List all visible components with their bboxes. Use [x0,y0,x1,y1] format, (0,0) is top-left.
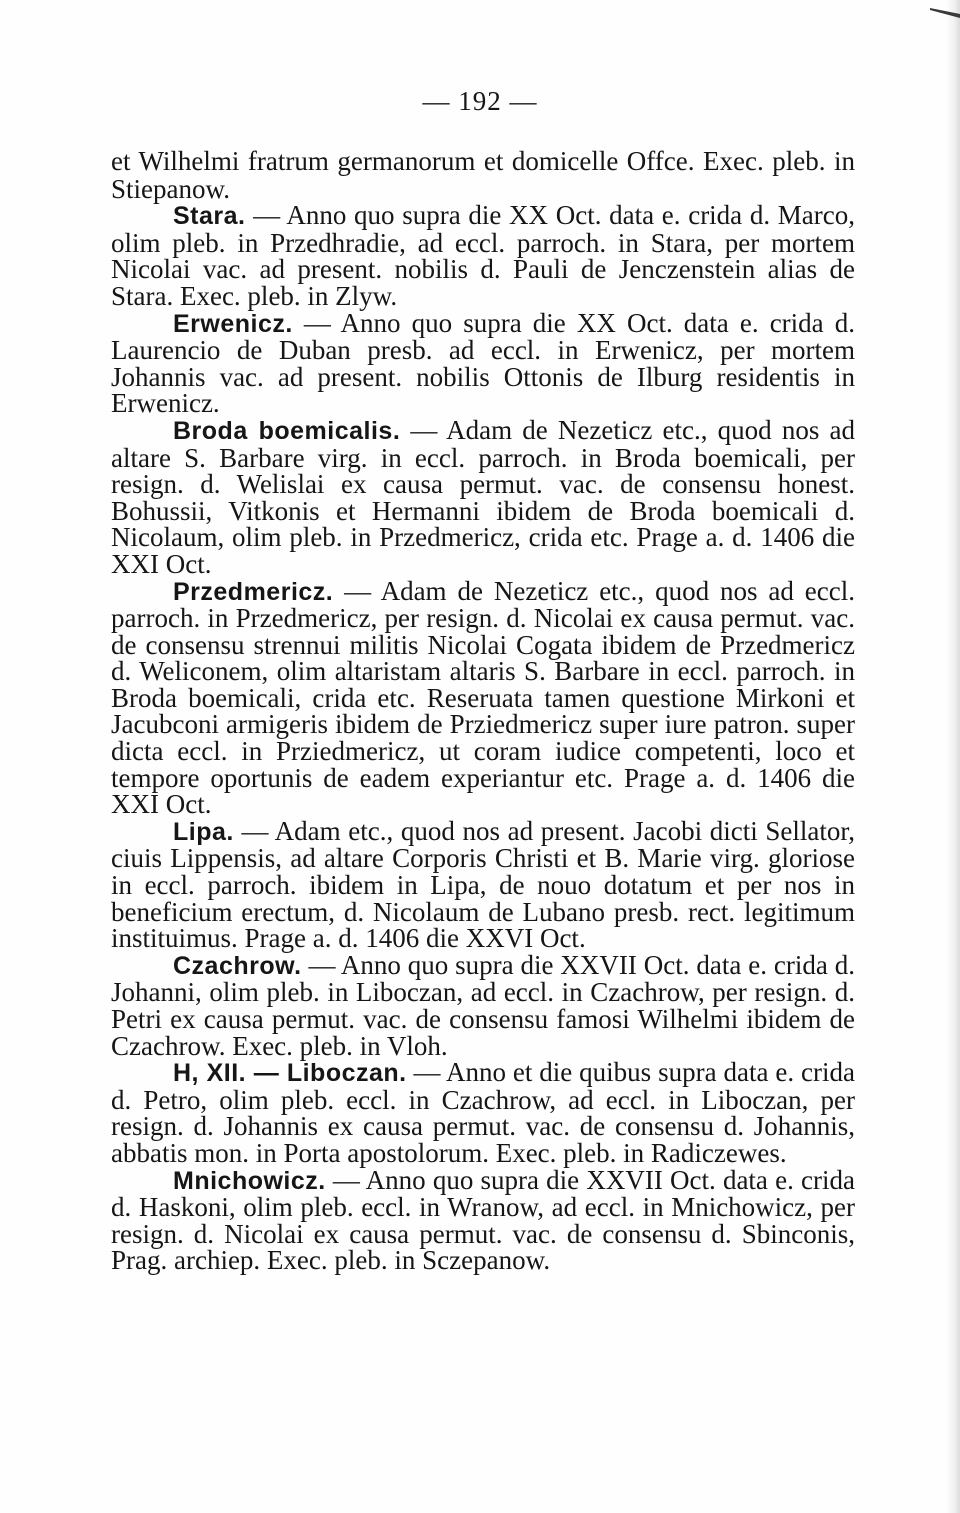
paragraph-text: — Anno quo supra die XXVII Oct. data e. crida d. Haskoni, olim pleb. eccl. in Wranow, ad eccl. in Mnichowicz, per resign. d. Nicolai ex causa permut. vac. de consensu d. Sbinconis, Prag. archiep. Exec. pleb. in Sczepanow. [111,1164,855,1276]
scan-edge [946,0,960,1513]
scan-corner-mark [900,0,960,40]
paragraph-text: — Anno et die quibus supra data e. crida d. Petro, olim pleb. eccl. in Czachrow, ad eccl. in Liboczan, per resign. d. Johannis ex causa permut. vac. de consensu d. Johannis, abbatis mon. in Porta apostolorum. Exec. pleb. in Radiczewes. [111,1057,855,1168]
paragraph-heading: Przedmericz. [173,577,334,606]
paragraph [111,148,855,202]
paragraph-text: — Anno quo supra die XX Oct. data e. crida d. Laurencio de Duban presb. ad eccl. in Erwenicz, per mortem Johannis vac. ad present. nobilis Ottonis de Ilburg residentis in Erwenicz. [111,307,855,419]
paragraph-heading: Czachrow. [173,951,302,980]
paragraph [111,949,855,1061]
paragraph-text: — Anno quo supra die XXVII Oct. data e. crida d. Johanni, olim pleb. in Liboczan, ad eccl. in Czachrow, per resign. d. Petri ex causa permut. vac. de consensu famosi Wilhelmi ibidem de Czachrow. Exec. pleb. in Vloh. [111,949,855,1061]
paragraph [111,307,855,419]
page-number: — 192 — [422,86,538,116]
paragraph [111,575,855,820]
paragraph [111,1059,855,1166]
paragraph-heading: Mnichowicz. [173,1166,326,1195]
paragraph-heading: Erwenicz. [173,309,293,338]
paragraph [111,1164,855,1276]
paragraph-text: — Anno quo supra die XX Oct. data e. crida d. Marco, olim pleb. in Przedhradie, ad eccl. parroch. in Stara, per mortem Nicolai vac. ad present. nobilis d. Pauli de Jenczenstein alias de Stara. Exec. pleb. in Zlyw. [111,200,855,311]
paragraph [111,202,855,309]
paragraph [111,414,855,579]
body-text [111,148,855,1274]
paragraph-text: — Adam de Nezeticz etc., quod nos ad altare S. Barbare virg. in eccl. parroch. in Broda boemicali, per resign. d. Welislai ex causa permut. vac. de consensu honest. Bohussii, Vitkonis et Hermanni ibidem de Broda boemicali d. Nicolaum, olim pleb. in Przedmericz, crida etc. Prage a. d. 1406 die XXI Oct. [111,414,855,579]
paragraph-heading: Broda boemicalis. [173,416,401,445]
paragraph [111,815,855,954]
paragraph-text: — Adam etc., quod nos ad present. Jacobi dicti Sellator, ciuis Lippensis, ad altare Corporis Christi et B. Marie virg. gloriose in eccl. parroch. ibidem in Lipa, de nouo dotatum et per nos in beneficium erectum, d. Nicolaum de Lubano presb. rect. legitimum instituimus. Prage a. d. 1406 die XXVI Oct. [111,815,855,954]
paragraph-heading: H, XII. — Liboczan. [173,1059,407,1088]
paragraph-text: et Wilhelmi fratrum germanorum et domicelle Offce. Exec. pleb. in Stiepanow. [111,146,855,204]
paragraph-heading: Stara. [173,202,246,231]
paragraph-heading: Lipa. [173,817,234,846]
paragraph-text: — Adam de Nezeticz etc., quod nos ad eccl. parroch. in Przedmericz, per resign. d. Nicolai ex causa permut. vac. de consensu strennui militis Nicolai Cogata ibidem de Przedmericz d. Weliconem, olim altaristam altaris S. Barbare in eccl. parroch. in Broda boemicali, crida etc. Reseruata tamen questione Mirkoni et Jacubconi armigeris ibidem de Prziedmericz super iure patron. super dicta eccl. in Prziedmericz, ut coram iudice competenti, loco et tempore oportunis de eadem experiantur etc. Prage a. d. 1406 die XXI Oct. [111,575,855,820]
